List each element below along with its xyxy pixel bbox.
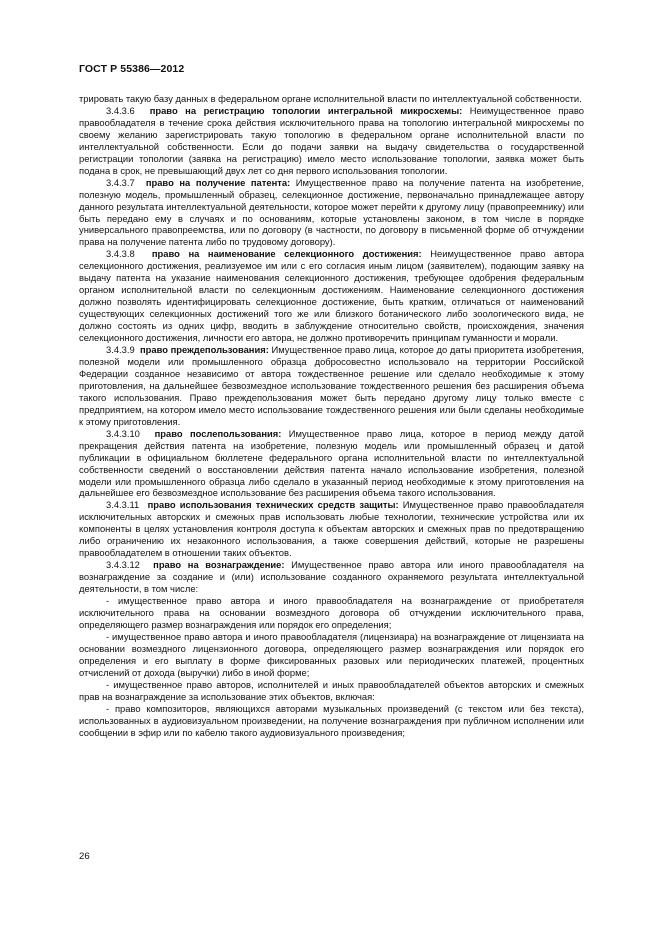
clause-term: право на наименование селекционного достижения: [151,248,422,260]
clause-3-4-3-7 [79,177,584,249]
clause-3-4-3-12 [79,559,584,595]
clause-3-4-3-10 [79,428,584,500]
list-item: - право композиторов, являющихся авторами музыкальных произведений (с текстом или без текста), использованных в аудиовизуальном произведении, на получение вознаграждения при публичном исполнении или сообщении в эфир или по кабелю такого аудиовизуального произведения; [79,702,584,738]
clause-term: право на вознаграждение: [153,559,285,571]
clause-term: право использования технических средств защиты: [147,499,399,511]
clause-text: Имущественное право лица, которое в период между датой прекращения действия патента на изобретение, полезную модель или промышленный образец и датой публикации в официальном бюллетене федерального органа исполнительной власти по интеллектуальной собственности сведений о восстановлении действия патента начало использование изобретения, полезной модели или промышленного образца либо сделало в указанный период необходимые к этому приготовления на дальнейшее его безвозмездное использование без расширения объема такого использования. [79,427,585,499]
clause-text: Имущественное право автора или иного правообладателя на вознаграждение за создание и (или) использование созданного охраняемого результата интеллектуальной деятельности, в том числе: [79,559,584,595]
list-item: - имущественное право автора и иного правообладателя (лицензиара) на вознаграждение от лицензиата на основании возмездного лицензионного договора, определяющего размер вознаграждения или порядок его определения и его выплату в форме фиксированных разовых или периодических платежей, процентных отчислений от дохода (выручки) либо в иной форме; [79,630,584,678]
list-item: - имущественное право автора и иного правообладателя на вознаграждение от приобретателя исключительного права на основании возмездного договора об отчуждении исключительного права, определяющего размер вознаграждения или порядок его определения; [79,595,584,630]
clause-text: Имущественное право правообладателя исключительных авторских и смежных прав использовать любые технологии, технические устройства или их компоненты в целях установления контроля доступа к объектам авторских и смежных прав по предотвращению либо ограничению их незаконного использования, а также совершения действий, которые не разрешены правообладателем в отношении таких объектов. [79,499,585,559]
clause-text: Имущественное право на получение патента на изобретение, полезную модель, промышленный образец, селекционное достижение, первоначально принадлежащее автору данного результата интеллектуальной деятельности, которое может перейти к другому лицу (правопреемнику) или быть передано ему в случаях и по основаниям, которые установлены законом, в том числе в порядке универсального правопреемства, или по договору (в частности, по договору в письменной форме об отчуждении права на получение патента либо по трудовому договору). [79,176,584,248]
list-item: - имущественное право авторов, исполнителей и иных правообладателей объектов авторских и смежных прав на вознаграждение за использование этих объектов, включая: [79,678,584,702]
clause-number: 3.4.3.8 [106,248,135,260]
clause-term: право на регистрацию топологии интегральной микросхемы: [149,104,463,116]
clause-number: 3.4.3.11 [106,499,140,511]
clause-text: Неимущественное право автора селекционного достижения, реализуемое им или с его согласия иным лицом (заявителем), подающим заявку на выдачу патента на указание наименования селекционного достижения, требующее одобрения федеральным органом исполнительной власти по селекционным достижениям. Наименование селекционного достижения должно позволять идентифицировать селекционное достижение, быть кратким, отличаться от наименований существующих селекционных достижений того же или близкого ботанического либо зоологического вида, не должно состоять из одних цифр, вводить в заблуждение относительно свойств, происхождения, значения селекционного достижения, личности его автора, не должно противоречить принципам гуманности и морали. [79,248,584,344]
clause-3-4-3-6 [79,105,584,177]
clause-number: 3.4.3.9 [106,344,135,356]
clause-3-4-3-9 [79,344,584,428]
document-header: ГОСТ Р 55386—2012 [79,63,185,75]
clause-3-4-3-11 [79,499,584,559]
clause-term: право на получение патента: [145,176,291,188]
document-body [79,93,584,738]
clause-3-4-3-8 [79,248,584,344]
clause-text: Имущественное право лица, которое до даты приоритета изобретения, полезной модели или промышленного образца добросовестно использовало на территории Российской Федерации созданное независимо от автора тождественное решение или сделало необходимые к этому приготовления, на дальнейшее безвозмездное использование тождественного решения без расширения объема такого использования. Право преждепользования может быть передано другому лицу только вместе с предприятием, на котором имело место использование тождественного решения или были сделаны необходимые к этому приготовления. [79,344,585,427]
clause-number: 3.4.3.7 [106,176,135,188]
paragraph-continuation: трировать такую базу данных в федеральном органе исполнительной власти по интеллектуальной собственности. [79,93,582,104]
clause-text: Неимущественное право правообладателя в течение срока действия исключительного права на топологию интегральной микросхемы по своему желанию зарегистрировать такую топологию в федеральном органе исполнительной власти по интеллектуальной собственности. Если до подачи заявки на выдачу свидетельства о государственной регистрации топологии (заявка на регистрацию) имело место использование топологии, заявка может быть подана в срок, не превышающий двух лет со дня первого использования топологии. [79,104,584,176]
page-number: 26 [79,851,90,862]
clause-term: право послепользования: [154,427,282,439]
clause-number: 3.4.3.12 [106,559,140,571]
clause-number: 3.4.3.10 [106,427,140,439]
clause-term: право преждепользования: [140,344,269,356]
clause-number: 3.4.3.6 [106,104,135,116]
